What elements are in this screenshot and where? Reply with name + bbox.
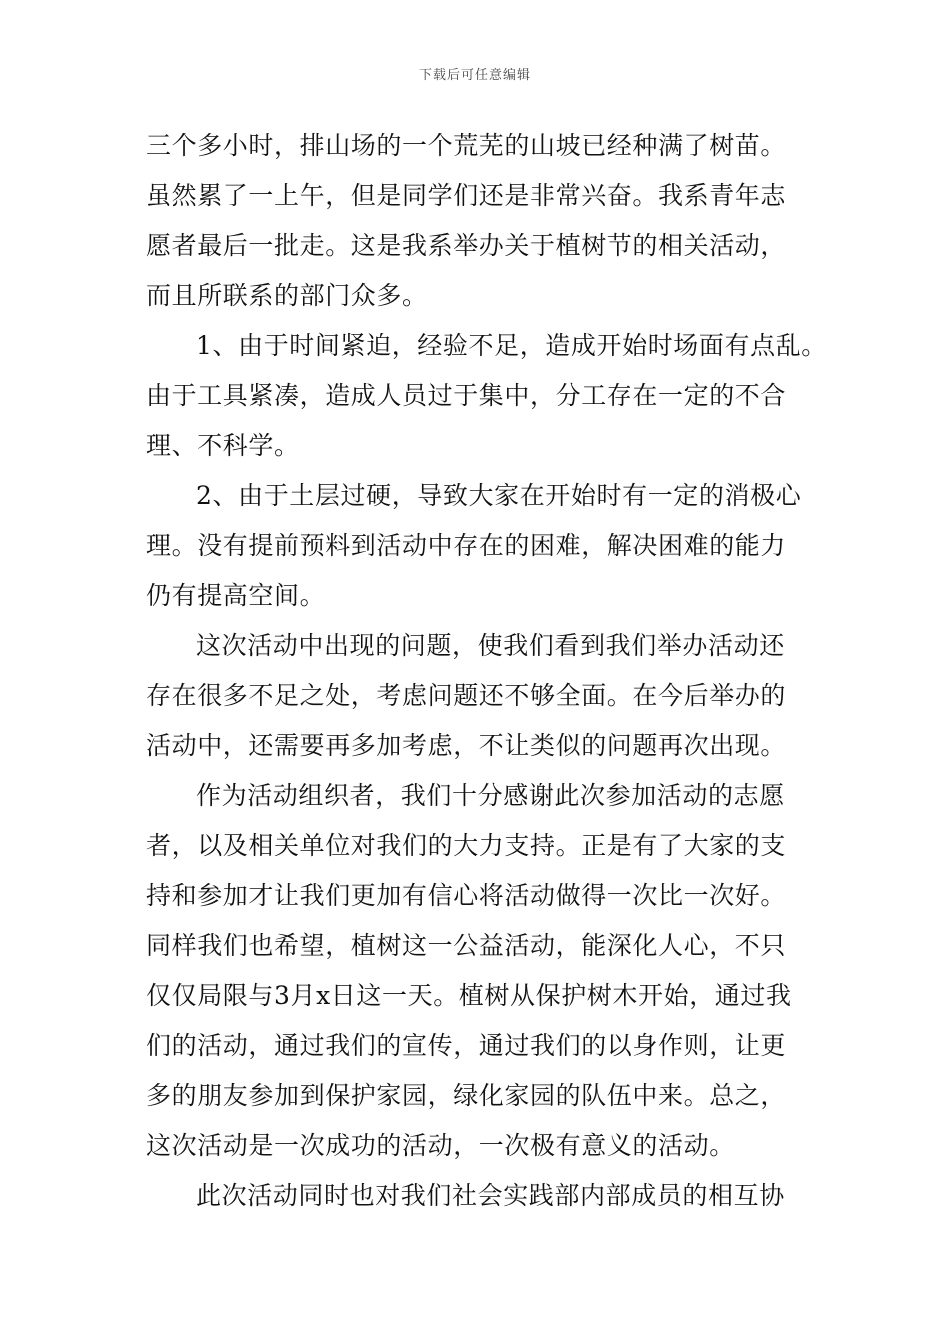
text-line: 理、不科学。 (146, 431, 300, 460)
text-line: 仅仅局限与3月x日这一天。植树从保护树木开始，通过我 (146, 981, 792, 1010)
text-line: 愿者最后一批走。这是我系举办关于植树节的相关活动， (146, 231, 787, 260)
document-body (146, 128, 827, 1228)
text-line: 虽然累了一上午，但是同学们还是非常兴奋。我系青年志 (146, 181, 787, 210)
text-line: 们的活动，通过我们的宣传，通过我们的以身作则，让更 (146, 1031, 787, 1060)
text-line: 活动中，还需要再多加考虑，不让类似的问题再次出现。 (146, 731, 787, 760)
text-line: 持和参加才让我们更加有信心将活动做得一次比一次好。 (146, 881, 787, 910)
text-line: 这次活动中出现的问题，使我们看到我们举办活动还 (196, 631, 785, 660)
text-line: 多的朋友参加到保护家园，绿化家园的队伍中来。总之， (146, 1081, 787, 1110)
text-line: 此次活动同时也对我们社会实践部内部成员的相互协 (196, 1181, 785, 1210)
text-line: 三个多小时，排山场的一个荒芜的山坡已经种满了树苗。 (146, 131, 787, 160)
text-line: 2、由于土层过硬，导致大家在开始时有一定的消极心 (196, 481, 802, 510)
text-line: 仍有提高空间。 (146, 581, 326, 610)
text-line: 1、由于时间紧迫，经验不足，造成开始时场面有点乱。 (196, 331, 827, 360)
text-line: 存在很多不足之处，考虑问题还不够全面。在今后举办的 (146, 681, 787, 710)
text-line: 这次活动是一次成功的活动，一次极有意义的活动。 (146, 1131, 735, 1160)
text-line: 由于工具紧凑，造成人员过于集中，分工存在一定的不合 (146, 381, 787, 410)
text-line: 同样我们也希望，植树这一公益活动，能深化人心，不只 (146, 931, 787, 960)
page-header: 下载后可任意编辑 (418, 68, 531, 83)
text-line: 而且所联系的部门众多。 (146, 281, 428, 310)
text-line: 理。没有提前预料到活动中存在的困难，解决困难的能力 (146, 531, 787, 560)
text-line: 作为活动组织者，我们十分感谢此次参加活动的志愿 (196, 781, 785, 810)
text-line: 者，以及相关单位对我们的大力支持。正是有了大家的支 (146, 831, 787, 860)
